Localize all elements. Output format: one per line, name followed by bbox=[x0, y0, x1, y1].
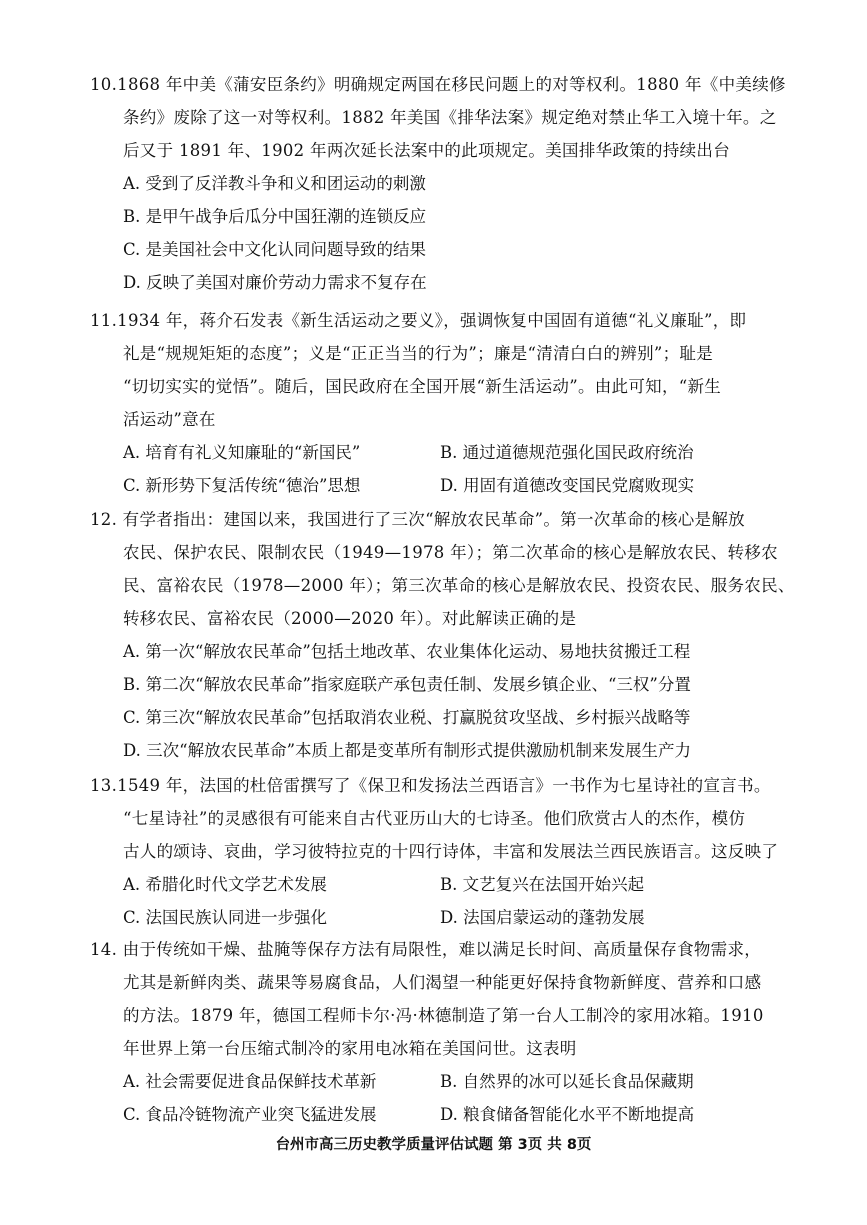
question-14-line-1: 14. 由于传统如干燥、盐腌等保存方法有局限性，难以满足长时间、高质量保存食物需求， bbox=[90, 940, 762, 959]
question-14-option-b: B. 自然界的冰可以延长食品保藏期 bbox=[440, 1072, 694, 1091]
page-footer: 台州市高三历史教学质量评估试题 第 3页 共 8页 bbox=[275, 1137, 592, 1153]
question-12-option-c: C. 第三次“解放农民革命”包括取消农业税、打赢脱贫攻坚战、乡村振兴战略等 bbox=[123, 708, 691, 727]
question-13-option-c: C. 法国民族认同进一步强化 bbox=[123, 908, 328, 927]
question-14-options-row-1 bbox=[90, 1065, 790, 1098]
question-11-line-1: 11.1934 年，蒋介石发表《新生活运动之要义》，强调恢复中国固有道德“礼义廉耻”，即 bbox=[90, 311, 747, 330]
question-12 bbox=[90, 503, 795, 767]
question-11-option-a: A. 培育有礼义知廉耻的“新国民” bbox=[123, 443, 361, 462]
question-10-option-c: C. 是美国社会中文化认同问题导致的结果 bbox=[123, 240, 427, 259]
question-12-option-d: D. 三次“解放农民革命”本质上都是变革所有制形式提供激励机制来发展生产力 bbox=[123, 741, 692, 760]
question-12-option-a: A. 第一次“解放农民革命”包括土地改革、农业集体化运动、易地扶贫搬迁工程 bbox=[123, 642, 691, 661]
question-11-line-3: “切切实实的觉悟”。随后，国民政府在全国开展“新生活运动”。由此可知，“新生 bbox=[123, 377, 722, 396]
question-14 bbox=[90, 933, 790, 1131]
question-13-line-1: 13.1549 年，法国的杜倍雷撰写了《保卫和发扬法兰西语言》一书作为七星诗社的宣言书。 bbox=[90, 776, 771, 795]
question-11-options-row-2 bbox=[90, 469, 790, 502]
question-11-option-d: D. 用固有道德改变国民党腐败现实 bbox=[440, 476, 695, 495]
question-10 bbox=[90, 68, 790, 299]
question-13-line-3: 古人的颂诗、哀曲，学习彼特拉克的十四行诗体，丰富和发展法兰西民族语言。这反映了 bbox=[123, 842, 779, 861]
question-10-option-b: B. 是甲午战争后瓜分中国狂潮的连锁反应 bbox=[123, 207, 427, 226]
question-14-line-4: 年世界上第一台压缩式制冷的家用电冰箱在美国问世。这表明 bbox=[123, 1039, 577, 1058]
question-10-option-a: A. 受到了反洋教斗争和义和团运动的刺激 bbox=[123, 174, 426, 193]
question-12-line-3: 民、富裕农民（1978—2000 年）；第三次革命的核心是解放农民、投资农民、服务农民、 bbox=[123, 576, 795, 595]
question-10-line-3: 后又于 1891 年、1902 年两次延长法案中的此项规定。美国排华政策的持续出台 bbox=[123, 141, 731, 160]
question-14-option-a: A. 社会需要促进食品保鲜技术革新 bbox=[123, 1072, 377, 1091]
question-10-line-1: 10.1868 年中美《蒲安臣条约》明确规定两国在移民问题上的对等权利。1880 年《中美续修 bbox=[90, 75, 786, 94]
question-14-option-c: C. 食品冷链物流产业突飞猛进发展 bbox=[123, 1105, 377, 1124]
question-13-option-b: B. 文艺复兴在法国开始兴起 bbox=[440, 875, 645, 894]
question-12-line-1: 12. 有学者指出：建国以来，我国进行了三次“解放农民革命”。第一次革命的核心是解放 bbox=[90, 510, 745, 529]
question-12-option-b: B. 第二次“解放农民革命”指家庭联产承包责任制、发展乡镇企业、“三权”分置 bbox=[123, 675, 691, 694]
question-13-options-row-1 bbox=[90, 868, 790, 901]
question-11-option-b: B. 通过道德规范强化国民政府统治 bbox=[440, 443, 694, 462]
question-10-line-2: 条约》废除了这一对等权利。1882 年美国《排华法案》规定绝对禁止华工入境十年。之 bbox=[123, 108, 777, 127]
question-13-option-a: A. 希腊化时代文学艺术发展 bbox=[123, 875, 327, 894]
question-11-options-row-1 bbox=[90, 436, 790, 469]
question-12-line-2: 农民、保护农民、限制农民（1949—1978 年）；第二次革命的核心是解放农民、转移农 bbox=[123, 543, 778, 562]
question-13-line-2: “七星诗社”的灵感很有可能来自古代亚历山大的七诗圣。他们欣赏古人的杰作，模仿 bbox=[123, 809, 746, 828]
question-11-option-c: C. 新形势下复活传统“德治”思想 bbox=[123, 476, 361, 495]
question-11-line-4: 活运动”意在 bbox=[123, 410, 216, 429]
question-13-option-d: D. 法国启蒙运动的蓬勃发展 bbox=[440, 908, 645, 927]
question-14-options-row-2 bbox=[90, 1098, 790, 1131]
question-13 bbox=[90, 769, 790, 934]
question-11 bbox=[90, 304, 790, 502]
question-13-options-row-2 bbox=[90, 901, 790, 934]
question-14-line-2: 尤其是新鲜肉类、蔬果等易腐食品，人们渴望一种能更好保持食物新鲜度、营养和口感 bbox=[123, 973, 762, 992]
question-11-line-2: 礼是“规规矩矩的态度”；义是“正正当当的行为”；廉是“清清白白的辨别”；耻是 bbox=[123, 344, 714, 363]
question-12-line-4: 转移农民、富裕农民（2000—2020 年）。对此解读正确的是 bbox=[123, 609, 577, 628]
question-10-option-d: D. 反映了美国对廉价劳动力需求不复存在 bbox=[123, 273, 427, 292]
question-14-option-d: D. 粮食储备智能化水平不断地提高 bbox=[440, 1105, 695, 1124]
question-14-line-3: 的方法。1879 年，德国工程师卡尔·冯·林德制造了第一台人工制冷的家用冰箱。1910 bbox=[123, 1006, 764, 1025]
